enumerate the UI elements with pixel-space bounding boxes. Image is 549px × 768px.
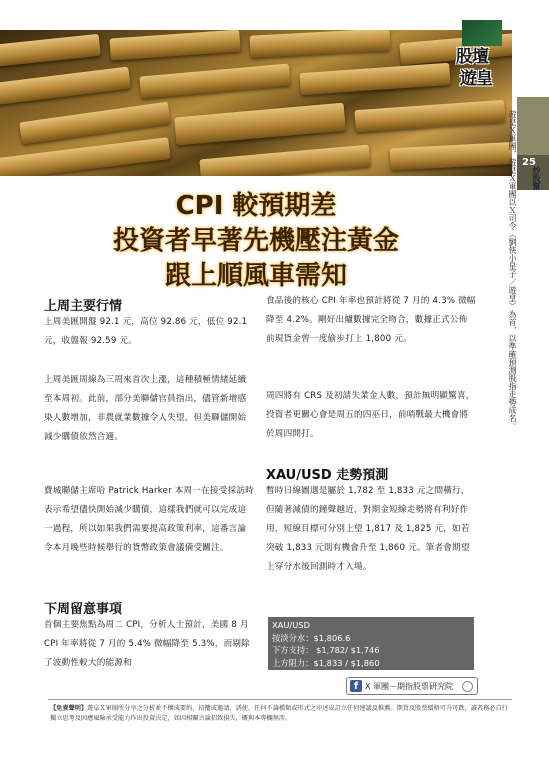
disclaimer (50, 704, 512, 724)
paragraph: 上周美匯周線為三周來首次上漲，這種積極情緒延續至本周初。此前，部分美聯儲官員指出，儘管新增感染人數增加，非農就業數據令人失望，但美聯儲開始減少購債依然合適。 (44, 375, 247, 442)
title-line-2: 投資者早著先機壓注黃金 (112, 226, 399, 256)
section-label: 炒股幫 (532, 166, 541, 190)
disclaimer-text: 遊皇Ｘ軍團所分享之分析並不構成要約、招攬或邀請、誘使，任何不論種類或形式之申述或訂立任何建議及推薦。期貨及股票價格可升可跌，讀者務必自行獨立思考及因應風險承受能力作出投資決定，如因相關言論招致損失，概與本專欄無涉。 (50, 705, 508, 722)
quote-pivot: 按淡分水：$1,806.6 (272, 632, 351, 643)
heading-xauusd-forecast: XAU/USD 走勢預測 (266, 468, 389, 483)
title-line-3: 跟上順風車需知 (164, 261, 347, 291)
page-number: 25 (522, 157, 536, 168)
paragraph: 食品後的核心 CPI 年率也預計將從 7 月的 4.3% 微幅降至 4.2%。剛好出爐數據完全吻合，數據正式公佈前現貨金曾一度偷步打上 1,800 元。 (266, 296, 476, 344)
search-icon (462, 681, 473, 692)
facebook-page-badge[interactable] (346, 677, 478, 695)
price-levels-box (268, 617, 474, 670)
quote-support: 下方支持： $1,782/ $1,746 (272, 645, 380, 655)
facebook-page-name: X 軍團－期指股票研究院 (365, 681, 454, 691)
gold-bars-image (0, 30, 512, 176)
facebook-icon: f (350, 680, 362, 692)
column-logo (458, 20, 504, 90)
heading-next-week-watch: 下周留意事項 (44, 602, 123, 617)
heading-last-week-market: 上周主要行情 (44, 299, 123, 314)
title-line-1: CPI 較預期差 (175, 191, 337, 221)
paragraph: 暫時日線圖遇是屬於 1,782 至 1,833 元之間橫行，但隨著減債的鐘聲越近，對期金短線走勢將有利好作用，短線目標可分別上望 1,817 及 1,825 元，如若突破 1,833 元則有機會升至 1,860 元。筆者會期望上穿分水後回測時才入場。 (266, 486, 470, 572)
side-tab-top (517, 97, 549, 155)
paragraph: 首個主要焦點為周二 CPI，分析人士預計，美國 8 月 CPI 年率將從 7 月的 5.4% 微幅降至 5.3%，而剔除了波動性較大的能源和 (44, 620, 250, 668)
logo-text-line2: 遊皇 (460, 69, 492, 89)
disclaimer-tag: 【免責聲明】 (50, 705, 88, 712)
logo-text-line1: 股壇 (456, 47, 488, 67)
divider (48, 699, 512, 700)
quote-resistance: 上方阻力：$1,833 / $1,860 (272, 657, 380, 668)
quote-symbol: XAU/USD (272, 620, 310, 630)
author-description: 遊皇Ｘ軍團，遊皇Ｘ軍團以Ｘ司令（劉俠小星子／遊皇）為首，以準確預測股指走勢成名。 (508, 110, 517, 430)
paragraph: 周四將有 CRS 及初請失業金人數，預計無明顯驚喜，投資者更關心會是周五的四巫日，前哨戰最大機會將於周四開打。 (266, 391, 475, 439)
paragraph: 上周美匯開盤 92.1 元，高位 92.86 元，低位 92.1 元，收盤報 92.59 元。 (44, 317, 248, 346)
paragraph: 費城聯儲主席哈 Patrick Harker 本周一在接受採訪時表示希望儘快開始減少購債，這樣我們就可以完成這一過程，所以如果我們需要提高政策利率，這番言論令本月晚些時候舉行的貨幣政策會議備受關注。 (44, 486, 254, 553)
